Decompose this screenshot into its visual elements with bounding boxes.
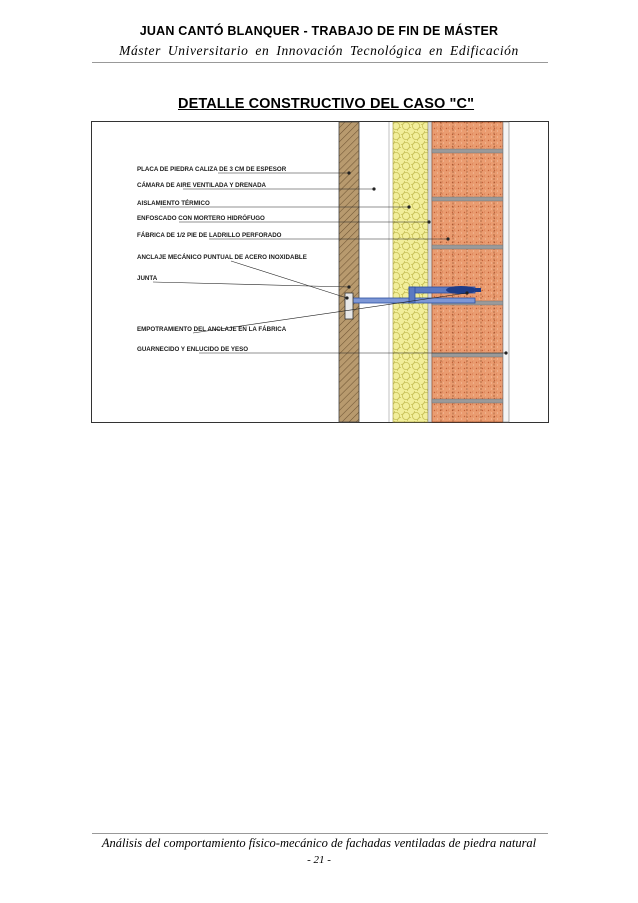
header-divider: [92, 62, 548, 63]
page-number: - 21 -: [307, 854, 331, 866]
brick-masonry: [432, 122, 503, 422]
label-gypsum-plaster: GUARNECIDO Y ENLUCIDO DE YESO: [137, 346, 249, 353]
label-thermal-insulation: AISLAMIENTO TÉRMICO: [137, 200, 210, 207]
gypsum-plaster: [503, 122, 509, 422]
section-title: DETALLE CONSTRUCTIVO DEL CASO "C": [178, 96, 475, 112]
footer-title: Análisis del comportamiento físico-mecánico de fachadas ventiladas de piedra natural: [101, 836, 537, 850]
label-brick-masonry: FÁBRICA DE 1/2 PIE DE LADRILLO PERFORADO: [137, 232, 282, 239]
label-steel-anchor: ANCLAJE MECÁNICO PUNTUAL DE ACERO INOXIDABLE: [137, 254, 307, 261]
label-anchor-embedding: EMPOTRAMIENTO DEL ANCLAJE EN LA FÁBRICA: [137, 326, 287, 333]
label-air-chamber: CÁMARA DE AIRE VENTILADA Y DRENADA: [137, 182, 267, 189]
stone-plate: [339, 122, 359, 422]
label-stone-plate: PLACA DE PIEDRA CALIZA DE 3 CM DE ESPESOR: [137, 166, 287, 173]
header-author-line: JUAN CANTÓ BLANQUER - TRABAJO DE FIN DE MÁSTER: [139, 24, 499, 38]
thermal-insulation: [393, 122, 428, 422]
header-master-line: Máster Universitario en Innovación Tecnológica en Edificación: [119, 43, 519, 58]
footer-divider: [92, 833, 548, 834]
label-joint: JUNTA: [137, 275, 158, 282]
construction-detail-drawing: [91, 121, 549, 423]
waterproof-render: [428, 122, 432, 422]
label-waterproof-render: ENFOSCADO CON MORTERO HIDRÓFUGO: [137, 215, 265, 222]
